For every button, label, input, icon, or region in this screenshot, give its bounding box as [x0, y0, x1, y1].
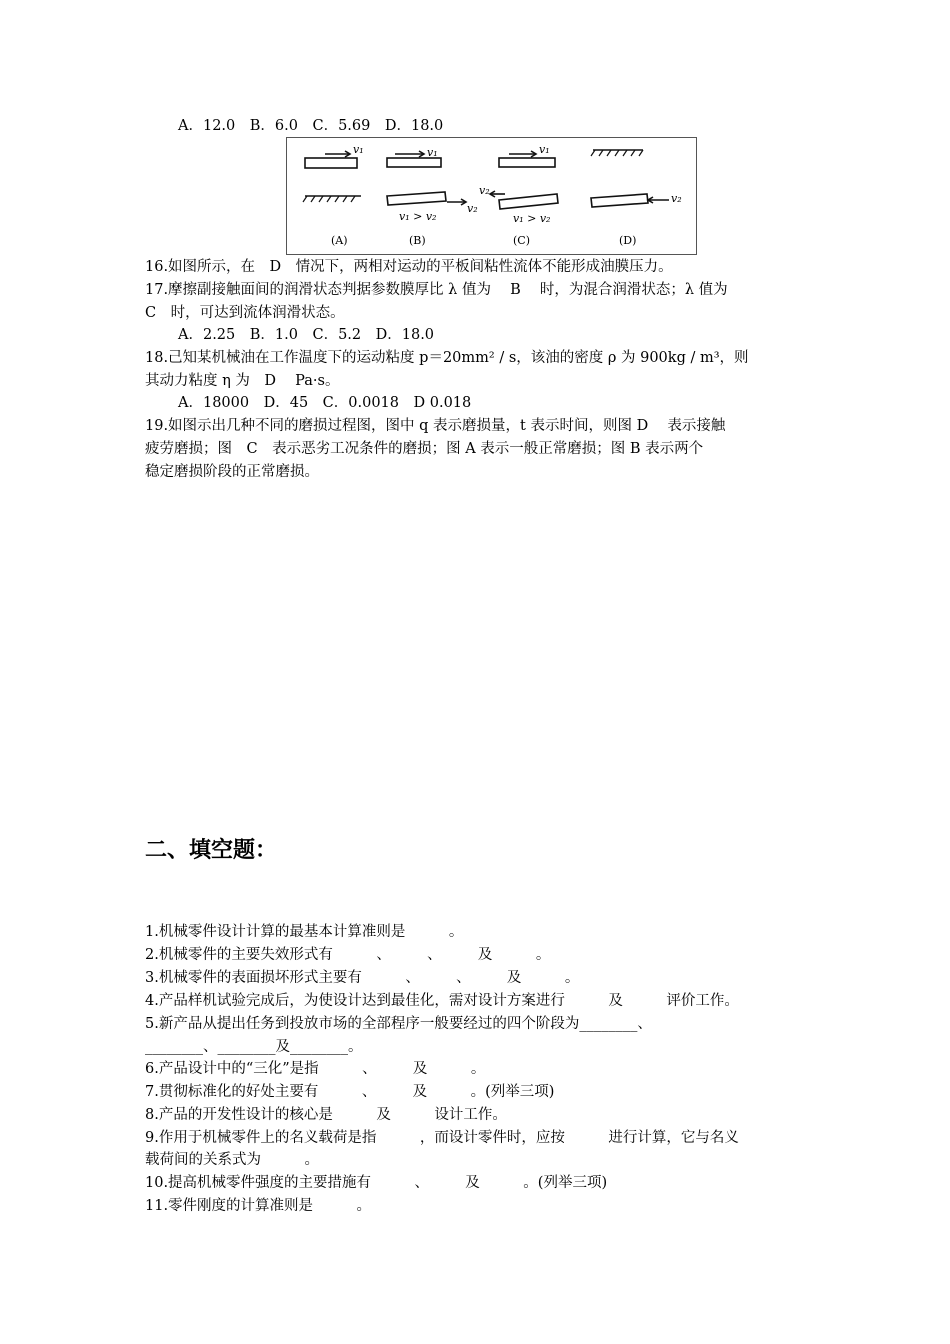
- fill-q7: 7.贯彻标准化的好处主要有 、 及 。(列举三项): [145, 1084, 555, 1100]
- figure-label-a: (A): [331, 234, 348, 247]
- cond-label-c: v₁ > v₂: [513, 212, 551, 225]
- figure-label-d: (D): [619, 234, 637, 247]
- fill-q11: 11.零件刚度的计算准则是 。: [145, 1198, 372, 1214]
- q15-options: A．12.0 B．6.0 C．5.69 D．18.0: [178, 118, 444, 134]
- figure-label-c: (C): [513, 234, 530, 247]
- lubrication-figure: [286, 137, 697, 255]
- plate-d: [591, 194, 648, 207]
- q16: 16.如图所示，在 D 情况下，两相对运动的平板间粘性流体不能形成油膜压力。: [145, 259, 673, 275]
- v2-label-b: v₂: [467, 202, 478, 215]
- v2-label-c: v₂: [479, 184, 490, 197]
- cond-label-b: v₁ > v₂: [399, 210, 437, 223]
- fill-q6: 6.产品设计中的“三化”是指 、 及 。: [145, 1061, 486, 1077]
- plate-c-bottom: [499, 194, 558, 209]
- v1-label-b: v₁: [427, 146, 438, 159]
- plate-b-top: [387, 158, 441, 167]
- q18-options: A．18000 D．45 C．0.0018 D 0.018: [178, 395, 472, 411]
- section-title: 二、填空题：: [145, 838, 278, 863]
- v2-label-d: v₂: [671, 192, 682, 205]
- fill-q9-line2: 载荷间的关系式为 。: [145, 1152, 319, 1168]
- q18-line1: 18.己知某机械油在工作温度下的运动粘度 p＝20mm² / s，该油的密度 ρ 为 900kg / m³，则: [145, 350, 749, 366]
- fill-q2: 2.机械零件的主要失效形式有 、 、 及 。: [145, 947, 551, 963]
- q19-line1: 19.如图示出几种不同的磨损过程图，图中 q 表示磨损量，t 表示时间，则图 D 表示接触: [145, 418, 726, 434]
- q17-line1: 17.摩擦副接触面间的润滑状态判据参数膜厚比 λ 值为 B 时，为混合润滑状态；λ 值为: [145, 282, 728, 298]
- fill-q9-line1: 9.作用于机械零件上的名义载荷是指 ，而设计零件时，应按 进行计算，它与名义: [145, 1130, 739, 1146]
- plate-b-bottom: [387, 192, 446, 205]
- plate-c-top: [499, 158, 555, 167]
- fill-q8: 8.产品的开发性设计的核心是 及 设计工作。: [145, 1107, 507, 1123]
- q17-line2: C 时，可达到流体润滑状态。: [145, 305, 345, 321]
- fill-q10: 10.提高机械零件强度的主要措施有 、 及 。(列举三项): [145, 1175, 608, 1191]
- fill-q5-line2: ________、________及________。: [145, 1039, 363, 1055]
- figure-label-b: (B): [409, 234, 426, 247]
- q18-line2: 其动力粘度 η 为 D Pa·s。: [145, 373, 340, 389]
- fill-q3: 3.机械零件的表面损坏形式主要有 、 、 及 。: [145, 970, 580, 986]
- plate-a-top: [305, 158, 357, 168]
- fill-q4: 4.产品样机试验完成后，为使设计达到最佳化，需对设计方案进行 及 评价工作。: [145, 993, 739, 1009]
- fill-q1: 1.机械零件设计计算的最基本计算准则是 。: [145, 924, 464, 940]
- fill-q5-line1: 5.新产品从提出任务到投放市场的全部程序一般要经过的四个阶段为________、: [145, 1016, 652, 1032]
- q17-options: A．2.25 B．1.0 C．5.2 D．18.0: [178, 327, 435, 343]
- q19-line3: 稳定磨损阶段的正常磨损。: [145, 464, 319, 480]
- q19-line2: 疲劳磨损；图 C 表示恶劣工况条件的磨损；图 A 表示一般正常磨损；图 B 表示两个: [145, 441, 704, 457]
- v1-label-a: v₁: [353, 143, 364, 156]
- v1-label-c: v₁: [539, 143, 550, 156]
